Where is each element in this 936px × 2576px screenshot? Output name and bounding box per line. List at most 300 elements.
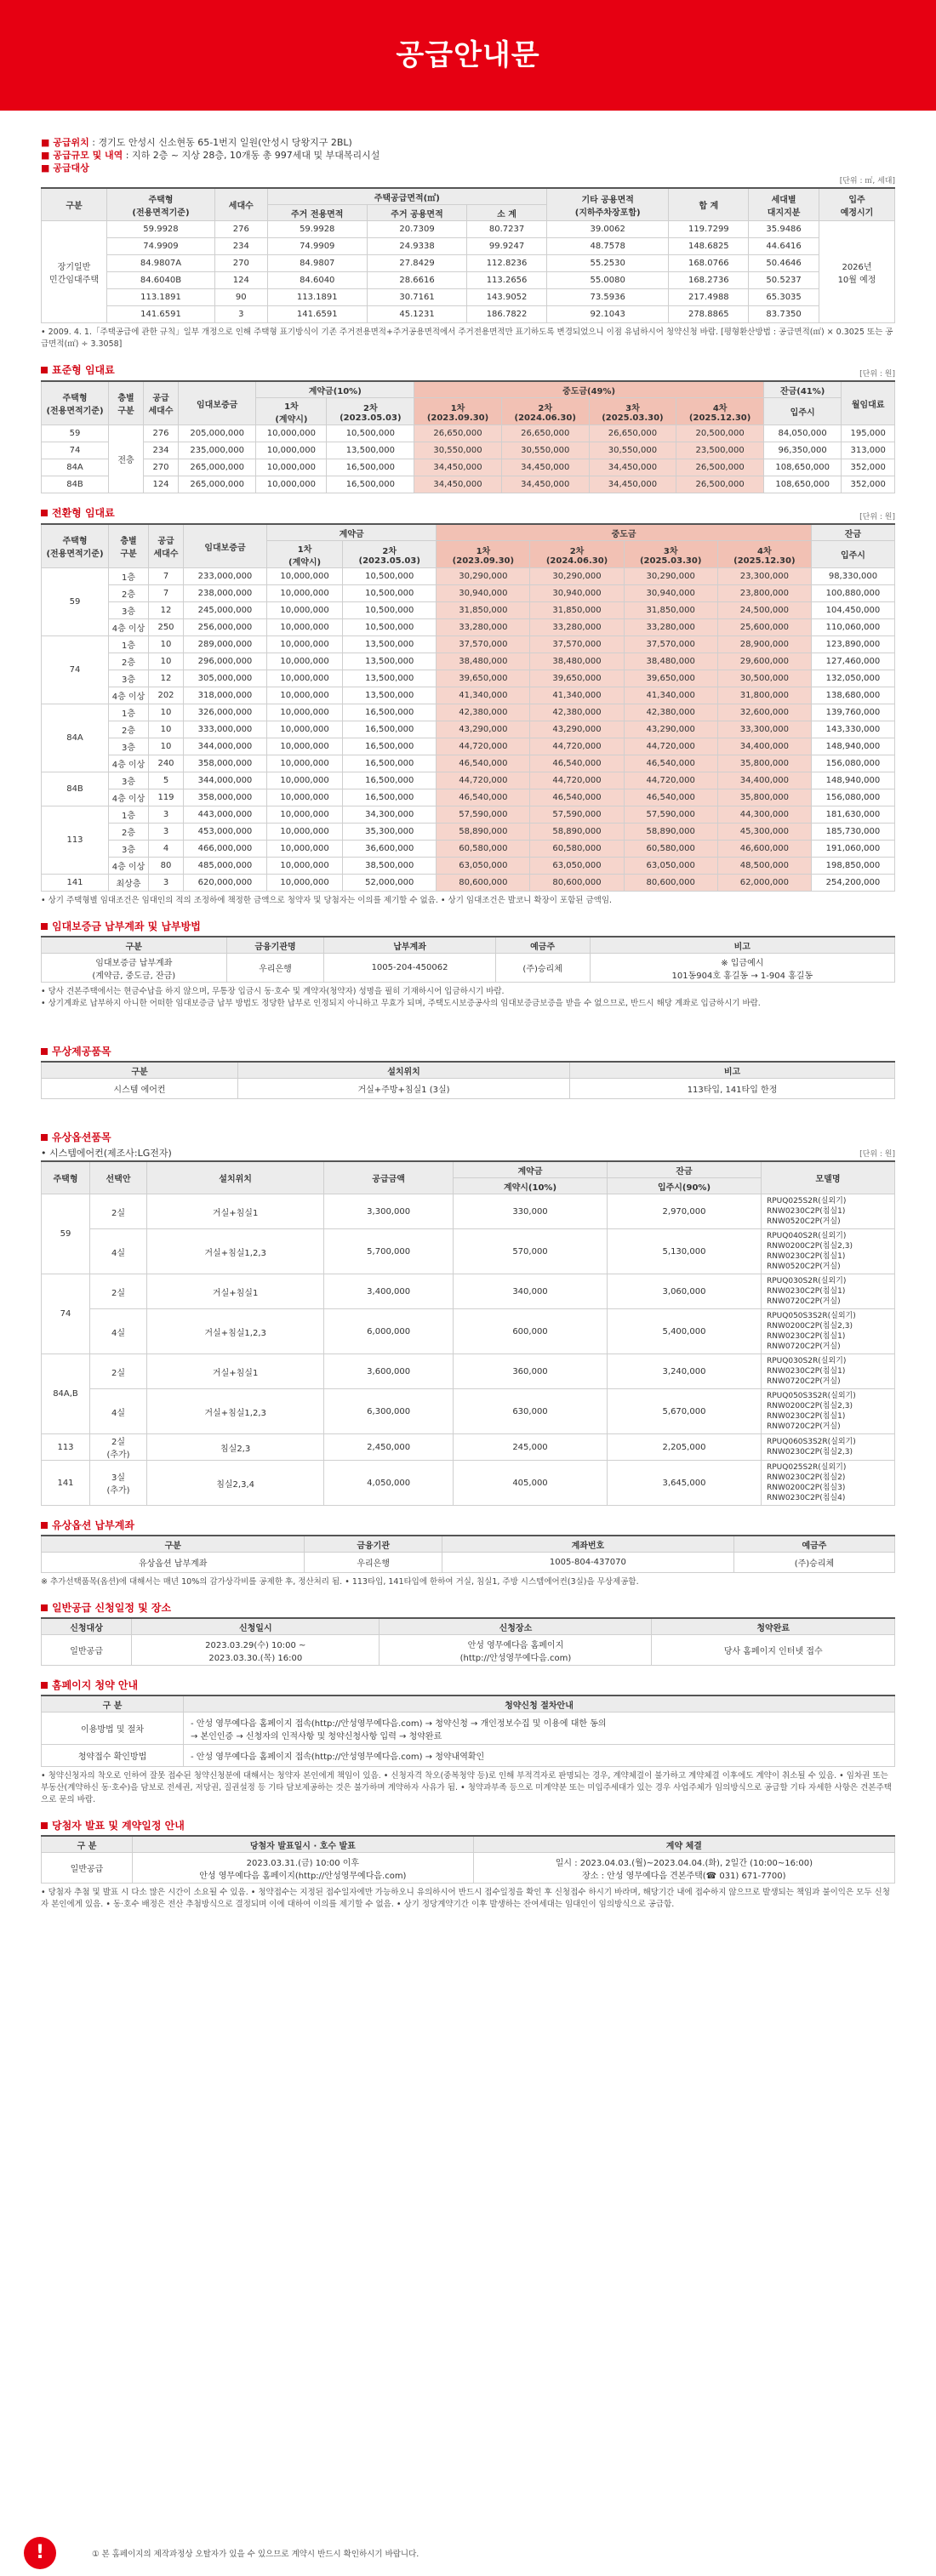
table-row xyxy=(42,1461,895,1506)
table-cell: 57,590,000 xyxy=(624,806,717,824)
sch-done: 당사 홈페이지 인터넷 접수 xyxy=(652,1635,895,1666)
standard-title: 표준형 임대료 xyxy=(41,362,895,377)
table-cell: 84,050,000 xyxy=(763,425,841,442)
table-cell: 138,680,000 xyxy=(811,687,894,704)
table-cell: 13,500,000 xyxy=(343,653,437,670)
table-cell: 3,600,000 xyxy=(324,1354,454,1389)
table-cell: 침실2,3,4 xyxy=(147,1461,324,1506)
th-remark: 비고 xyxy=(590,937,894,954)
table-row xyxy=(42,306,895,323)
th-account-type: 구분 xyxy=(42,937,227,954)
table-cell: 10,000,000 xyxy=(266,568,342,585)
table-cell: 32,600,000 xyxy=(717,704,811,721)
table-cell: 10,000,000 xyxy=(266,841,342,858)
table-cell: 148,940,000 xyxy=(811,738,894,755)
supply-table xyxy=(41,187,895,323)
table-cell: 26,650,000 xyxy=(414,425,502,442)
square-bullet-icon xyxy=(41,510,48,516)
table-cell: 3실 (추가) xyxy=(90,1461,147,1506)
table-cell: 43,290,000 xyxy=(437,721,530,738)
table-cell: 45,300,000 xyxy=(717,824,811,841)
table-cell: 148,940,000 xyxy=(811,772,894,789)
table-cell: 4,050,000 xyxy=(324,1461,454,1506)
table-cell: 42,380,000 xyxy=(624,704,717,721)
table-cell: 10,000,000 xyxy=(266,653,342,670)
th-middle: 중도금(49%) xyxy=(414,381,764,398)
table-cell: 43,290,000 xyxy=(530,721,624,738)
standard-wrap xyxy=(41,380,895,493)
free-remark: 113타입, 141타입 한정 xyxy=(570,1079,895,1099)
hp-row-text: - 안성 영무예다음 홈페이지 접속(http://안성영무예다음.com) → 청약내역확인 xyxy=(184,1745,895,1767)
th-m3: 3차 (2025.03.30) xyxy=(624,541,717,568)
table-cell: 39,650,000 xyxy=(530,670,624,687)
sch-date: 2023.03.29(수) 10:00 ~ 2023.03.30.(목) 16:00 xyxy=(132,1635,380,1666)
table-cell: 30,290,000 xyxy=(437,568,530,585)
table-cell: 44,720,000 xyxy=(530,738,624,755)
square-bullet-icon xyxy=(41,1822,48,1829)
sch-place: 안성 영무예다음 홈페이지 (http://안성영무예다음.com) xyxy=(380,1635,652,1666)
jeonse-body xyxy=(42,568,895,892)
th-oa-number: 계좌번호 xyxy=(442,1536,733,1553)
table-cell: 16,500,000 xyxy=(343,772,437,789)
table-cell: 41,340,000 xyxy=(624,687,717,704)
table-cell: 352,000 xyxy=(842,459,895,476)
table-cell: 45.1231 xyxy=(367,306,466,323)
th-other: 기타 공용면적 (지하주차장포함) xyxy=(546,188,669,221)
table-cell: 31,850,000 xyxy=(437,602,530,619)
table-cell: 39.0062 xyxy=(546,221,669,238)
table-cell: 84.9807 xyxy=(267,255,367,272)
table-cell: 119 xyxy=(149,789,184,806)
table-cell: 10,000,000 xyxy=(266,585,342,602)
square-bullet-icon xyxy=(41,367,48,373)
th-balance: 잔금 xyxy=(607,1161,761,1178)
table-cell: 38,480,000 xyxy=(437,653,530,670)
th-select: 선택안 xyxy=(90,1161,147,1194)
table-cell: 37,570,000 xyxy=(437,636,530,653)
table-cell: 10,000,000 xyxy=(266,670,342,687)
sch-target: 일반공급 xyxy=(42,1635,132,1666)
table-cell: 4층 이상 xyxy=(109,755,149,772)
th-households: 세대수 xyxy=(214,188,267,221)
table-cell: 20.7309 xyxy=(367,221,466,238)
table-cell: 46,540,000 xyxy=(530,755,624,772)
table-cell: 113 xyxy=(42,1434,90,1461)
table-cell: 전층 xyxy=(109,425,144,493)
th-m4: 4차 (2025.12.30) xyxy=(717,541,811,568)
th-total: 합 계 xyxy=(669,188,749,221)
homepage-table xyxy=(41,1695,895,1767)
th-contract: 계약금 xyxy=(266,524,436,541)
table-row xyxy=(42,687,895,704)
table-cell: 80,600,000 xyxy=(624,875,717,892)
th-move-in: 입주시 xyxy=(763,398,841,425)
table-cell: 50.5237 xyxy=(749,272,819,289)
table-cell: 13,500,000 xyxy=(343,670,437,687)
table-cell: 270 xyxy=(144,459,179,476)
table-cell: 1층 xyxy=(109,704,149,721)
table-cell: 39,650,000 xyxy=(624,670,717,687)
table-cell: 30,940,000 xyxy=(624,585,717,602)
square-bullet-icon xyxy=(41,923,48,930)
table-cell: 10 xyxy=(149,721,184,738)
th-win-contract: 계약 체결 xyxy=(473,1836,894,1853)
table-cell: 28,900,000 xyxy=(717,636,811,653)
table-cell: 2층 xyxy=(109,653,149,670)
table-cell: 124 xyxy=(214,272,267,289)
table-cell: 148.6825 xyxy=(669,238,749,255)
th-m2: 2차 (2024.06.30) xyxy=(501,398,589,425)
table-row xyxy=(42,824,895,841)
table-cell: 143,330,000 xyxy=(811,721,894,738)
th-supply: 공급 세대수 xyxy=(149,524,184,568)
table-cell: 12 xyxy=(149,670,184,687)
account-holder: (주)승리체 xyxy=(495,954,590,983)
table-cell: 344,000,000 xyxy=(184,738,267,755)
table-cell: 46,540,000 xyxy=(624,789,717,806)
win-type: 일반공급 xyxy=(42,1853,133,1884)
jeonse-table xyxy=(41,523,895,892)
jeonse-unit: [단위 : 원] xyxy=(859,513,895,521)
table-row xyxy=(42,255,895,272)
square-bullet-icon xyxy=(41,1134,48,1141)
th-c2: 2차 (2023.05.03) xyxy=(327,398,414,425)
table-cell: 330,000 xyxy=(454,1194,608,1229)
table-cell: 485,000,000 xyxy=(184,858,267,875)
table-cell: 거실+침실1,2,3 xyxy=(147,1309,324,1354)
table-cell: 3,300,000 xyxy=(324,1194,454,1229)
table-cell: 60,580,000 xyxy=(624,841,717,858)
table-cell: 2층 xyxy=(109,824,149,841)
table-row xyxy=(42,670,895,687)
table-cell: 630,000 xyxy=(454,1389,608,1434)
win-contract: 일시 : 2023.04.03.(월)~2023.04.04.(화), 2일간 (10:00~16:00) 장소 : 안성 영무예다음 견본주택(☎ 031) 671-7700) xyxy=(473,1853,894,1884)
table-row xyxy=(42,721,895,738)
table-cell: 80,600,000 xyxy=(437,875,530,892)
table-cell: 58,890,000 xyxy=(624,824,717,841)
table-row xyxy=(42,738,895,755)
table-cell: 3,240,000 xyxy=(607,1354,761,1389)
table-cell: 44,720,000 xyxy=(624,772,717,789)
table-cell: 80 xyxy=(149,858,184,875)
table-cell: 74 xyxy=(42,636,109,704)
table-cell: 217.4988 xyxy=(669,289,749,306)
th-sch-done: 청약완료 xyxy=(652,1618,895,1635)
table-cell: 62,000,000 xyxy=(717,875,811,892)
schedule-table xyxy=(41,1617,895,1666)
table-cell: 5,400,000 xyxy=(607,1309,761,1354)
table-cell: 10,000,000 xyxy=(266,602,342,619)
table-cell: 74 xyxy=(42,442,109,459)
free-type: 시스템 에어컨 xyxy=(42,1079,238,1099)
table-cell: 거실+침실1,2,3 xyxy=(147,1389,324,1434)
table-cell: 10,000,000 xyxy=(266,875,342,892)
table-cell: 31,850,000 xyxy=(530,602,624,619)
table-cell: 108,650,000 xyxy=(763,476,841,493)
th-bank: 금융기관명 xyxy=(226,937,324,954)
winner-title: 당첨자 발표 및 계약일정 안내 xyxy=(41,1818,895,1832)
table-cell: 358,000,000 xyxy=(184,789,267,806)
table-row xyxy=(42,772,895,789)
table-cell: 181,630,000 xyxy=(811,806,894,824)
table-cell: 3층 xyxy=(109,602,149,619)
table-cell: 1층 xyxy=(109,806,149,824)
account-number: 1005-204-450062 xyxy=(324,954,495,983)
table-cell: 13,500,000 xyxy=(343,636,437,653)
table-cell: 16,500,000 xyxy=(343,721,437,738)
table-cell: 100,880,000 xyxy=(811,585,894,602)
table-cell: 84A,B xyxy=(42,1354,90,1434)
table-cell: 5 xyxy=(149,772,184,789)
table-cell: 168.0766 xyxy=(669,255,749,272)
table-cell: 10,500,000 xyxy=(327,425,414,442)
table-row xyxy=(42,841,895,858)
table-cell: 43,290,000 xyxy=(624,721,717,738)
table-cell: 38,500,000 xyxy=(343,858,437,875)
table-cell: 84B xyxy=(42,772,109,806)
table-row xyxy=(42,636,895,653)
hp-row-label: 청약접수 확인방법 xyxy=(42,1745,184,1767)
table-row xyxy=(42,476,895,493)
th-contract: 계약금(10%) xyxy=(256,381,414,398)
table-cell: 3층 xyxy=(109,772,149,789)
table-cell: 84.9807A xyxy=(107,255,215,272)
table-cell: 168.2736 xyxy=(669,272,749,289)
table-cell: 10,000,000 xyxy=(266,704,342,721)
table-cell: 10,000,000 xyxy=(266,824,342,841)
table-cell: 10,500,000 xyxy=(343,568,437,585)
table-cell: 352,000 xyxy=(842,476,895,493)
scale-text: 지하 2층 ~ 지상 28층, 10개동 총 997세대 및 부대복리시설 xyxy=(131,150,380,161)
table-cell: 265,000,000 xyxy=(179,476,256,493)
table-cell: 3 xyxy=(149,806,184,824)
table-cell: 30,290,000 xyxy=(624,568,717,585)
table-cell: 30,290,000 xyxy=(530,568,624,585)
table-cell: 48.7578 xyxy=(546,238,669,255)
table-row xyxy=(42,875,895,892)
footer-text: ① 본 홈페이지의 제작과정상 오탈자가 있을 수 있으므로 계약시 반드시 확인하시기 바랍니다. xyxy=(92,2550,419,2559)
paid-option-body xyxy=(42,1194,895,1506)
table-row xyxy=(42,585,895,602)
paid-option-subtitle: • 시스템에어컨(제조사:LG전자) xyxy=(41,1148,172,1159)
table-cell: 33,280,000 xyxy=(437,619,530,636)
table-cell: 4실 xyxy=(90,1389,147,1434)
table-cell: 46,540,000 xyxy=(437,789,530,806)
alert-icon: ! xyxy=(24,2537,56,2569)
option-account-note: ※ 추가선택품목(옵션)에 대해서는 매년 10%의 감가상각비를 공제한 후, 정산처리 됨. • 113타입, 141타입에 한하여 거실, 침실1, 주방 시스템에어컨(3실)을 무상제공함. xyxy=(41,1577,639,1587)
table-cell: 46,600,000 xyxy=(717,841,811,858)
th-floor: 층별 구분 xyxy=(109,524,149,568)
table-cell: 443,000,000 xyxy=(184,806,267,824)
table-row xyxy=(42,653,895,670)
table-cell: 장기일반 민간임대주택 xyxy=(42,221,107,323)
table-row xyxy=(42,425,895,442)
table-cell: 265,000,000 xyxy=(179,459,256,476)
table-cell: 60,580,000 xyxy=(437,841,530,858)
table-cell: 5,130,000 xyxy=(607,1229,761,1274)
table-row xyxy=(42,858,895,875)
table-cell: 98,330,000 xyxy=(811,568,894,585)
table-cell: 124 xyxy=(144,476,179,493)
table-cell: 123,890,000 xyxy=(811,636,894,653)
table-cell: RPUQ025S2R(실외기) RNW0230C2P(침실2) RNW0200C2P(침실3) RNW0230C2P(침실4) xyxy=(762,1461,895,1506)
table-cell: 39,650,000 xyxy=(437,670,530,687)
location-text: 경기도 안성시 신소현동 65-1번지 일원(안성시 당왕지구 2BL) xyxy=(98,137,352,148)
oa-holder: (주)승리체 xyxy=(733,1553,894,1573)
table-cell: 2,970,000 xyxy=(607,1194,761,1229)
table-cell: 74 xyxy=(42,1274,90,1354)
table-cell: 141 xyxy=(42,1461,90,1506)
table-row xyxy=(42,442,895,459)
table-cell: 침실2,3 xyxy=(147,1434,324,1461)
table-cell: 52,000,000 xyxy=(343,875,437,892)
table-cell: 16,500,000 xyxy=(343,738,437,755)
table-cell: 3,060,000 xyxy=(607,1274,761,1309)
table-cell: 거실+침실1 xyxy=(147,1354,324,1389)
table-cell: 305,000,000 xyxy=(184,670,267,687)
table-cell: 31,800,000 xyxy=(717,687,811,704)
table-cell: 38,480,000 xyxy=(530,653,624,670)
option-account-title: 유상옵션 납부계좌 xyxy=(41,1518,895,1532)
table-cell: 6,000,000 xyxy=(324,1309,454,1354)
free-option-title: 무상제공품목 xyxy=(41,1044,895,1058)
th-middle: 중도금 xyxy=(437,524,812,541)
paid-option-title: 유상옵션품목 xyxy=(41,1130,895,1144)
table-cell: 59.9928 xyxy=(267,221,367,238)
supply-info xyxy=(41,136,895,174)
hp-row-text: - 안성 영무예다음 홈페이지 접속(http://안성영무예다음.com) → 청약신청 → 개인정보수집 및 이용에 대한 동의 → 본인인증 → 신청자의 인적사항 및 청약신청사항 입력 → 청약완료 xyxy=(184,1713,895,1745)
table-cell: 33,280,000 xyxy=(530,619,624,636)
table-cell: 2실 xyxy=(90,1354,147,1389)
table-cell: 10,000,000 xyxy=(266,755,342,772)
table-cell: 4층 이상 xyxy=(109,619,149,636)
table-cell: 205,000,000 xyxy=(179,425,256,442)
table-cell: 234 xyxy=(144,442,179,459)
table-row xyxy=(42,806,895,824)
table-cell: 59 xyxy=(42,568,109,636)
table-cell: 34,450,000 xyxy=(501,476,589,493)
table-cell: 10 xyxy=(149,738,184,755)
th-type: 주택형 (전용면적기준) xyxy=(42,524,109,568)
table-cell: RPUQ040S2R(실외기) RNW0200C2P(침실2,3) RNW0230C2P(침실1) RNW0520C2P(거실) xyxy=(762,1229,895,1274)
table-cell: 234 xyxy=(214,238,267,255)
table-cell: RPUQ050S3S2R(실외기) RNW0200C2P(침실2,3) RNW0230C2P(침실1) RNW0720C2P(거실) xyxy=(762,1309,895,1354)
table-cell: 13,500,000 xyxy=(343,687,437,704)
table-cell: 10,000,000 xyxy=(266,789,342,806)
table-cell: 358,000,000 xyxy=(184,755,267,772)
scale-line: ■ 공급규모 및 내역 : 지하 2층 ~ 지상 28층, 10개동 총 997세대 및 부대복리시설 xyxy=(41,150,380,161)
schedule-title: 일반공급 신청일정 및 장소 xyxy=(41,1600,895,1615)
content xyxy=(0,136,936,1911)
table-cell: 30,940,000 xyxy=(437,585,530,602)
oa-number: 1005-804-437070 xyxy=(442,1553,733,1573)
table-row xyxy=(42,755,895,772)
table-cell: 2026년 10월 예정 xyxy=(819,221,895,323)
th-hp-proc: 청약신청 절차안내 xyxy=(184,1695,895,1713)
table-cell: 10,000,000 xyxy=(266,636,342,653)
table-cell: 74.9909 xyxy=(267,238,367,255)
table-cell: 57,590,000 xyxy=(437,806,530,824)
table-cell: 90 xyxy=(214,289,267,306)
table-cell: 41,340,000 xyxy=(530,687,624,704)
table-cell: 3층 xyxy=(109,841,149,858)
table-cell: 30,500,000 xyxy=(717,670,811,687)
table-cell: 34,400,000 xyxy=(717,738,811,755)
table-cell: 63,050,000 xyxy=(530,858,624,875)
table-cell: 84B xyxy=(42,476,109,493)
account-remark: ※ 입금예시 101동904호 홍길동 → 1-904 홍길동 xyxy=(590,954,894,983)
table-cell: 13,500,000 xyxy=(327,442,414,459)
table-row xyxy=(42,1434,895,1461)
table-cell: 4실 xyxy=(90,1309,147,1354)
table-cell: 46,540,000 xyxy=(437,755,530,772)
homepage-title: 홈페이지 청약 안내 xyxy=(41,1678,895,1692)
table-cell: 65.3035 xyxy=(749,289,819,306)
table-cell: 10,000,000 xyxy=(256,476,327,493)
th-m2: 2차 (2024.06.30) xyxy=(530,541,624,568)
table-cell: 270 xyxy=(214,255,267,272)
table-row xyxy=(42,789,895,806)
table-cell: 20,500,000 xyxy=(676,425,764,442)
table-cell: 2층 xyxy=(109,721,149,738)
table-cell: 113.1891 xyxy=(107,289,215,306)
table-cell: 96,350,000 xyxy=(763,442,841,459)
table-cell: 4실 xyxy=(90,1229,147,1274)
table-cell: 195,000 xyxy=(842,425,895,442)
th-sch-date: 신청일시 xyxy=(132,1618,380,1635)
th-contract: 계약금 xyxy=(454,1161,608,1178)
table-cell: 289,000,000 xyxy=(184,636,267,653)
table-cell: 620,000,000 xyxy=(184,875,267,892)
table-cell: 16,500,000 xyxy=(343,755,437,772)
table-cell: 326,000,000 xyxy=(184,704,267,721)
table-cell: 143.9052 xyxy=(467,289,547,306)
table-cell: 10 xyxy=(149,653,184,670)
table-cell: 24.9338 xyxy=(367,238,466,255)
oa-type: 유상옵션 납부계좌 xyxy=(42,1553,305,1573)
table-cell: 59 xyxy=(42,425,109,442)
table-cell: 35,800,000 xyxy=(717,755,811,772)
table-cell: 10,500,000 xyxy=(343,602,437,619)
th-free-type: 구분 xyxy=(42,1062,238,1079)
win-date: 2023.03.31.(금) 10:00 이후 안성 영무예다음 홈페이지(http://안성영무예다음.com) xyxy=(133,1853,474,1884)
table-cell: 2실 xyxy=(90,1194,147,1229)
table-cell: 24,500,000 xyxy=(717,602,811,619)
table-cell: 10,000,000 xyxy=(266,858,342,875)
table-cell: 60,580,000 xyxy=(530,841,624,858)
table-cell: 84A xyxy=(42,704,109,772)
th-oa-holder: 예금주 xyxy=(733,1536,894,1553)
page-header xyxy=(0,0,936,111)
table-cell: 3층 xyxy=(109,670,149,687)
table-cell: 3 xyxy=(214,306,267,323)
th-account-no: 납부계좌 xyxy=(324,937,495,954)
table-cell: 44,300,000 xyxy=(717,806,811,824)
table-cell: 185,730,000 xyxy=(811,824,894,841)
table-cell: 44,720,000 xyxy=(530,772,624,789)
th-area-group: 주택공급면적(㎡) xyxy=(267,188,546,205)
table-cell: 41,340,000 xyxy=(437,687,530,704)
table-cell: 48,500,000 xyxy=(717,858,811,875)
table-cell: 10,000,000 xyxy=(266,687,342,704)
supply-unit: [단위 : ㎡, 세대] xyxy=(839,177,895,185)
table-cell: 거실+침실1,2,3 xyxy=(147,1229,324,1274)
table-cell: 10,000,000 xyxy=(266,806,342,824)
table-cell: RPUQ050S3S2R(실외기) RNW0200C2P(침실2,3) RNW0230C2P(침실1) RNW0720C2P(거실) xyxy=(762,1389,895,1434)
target-line: ■ 공급대상 xyxy=(41,162,89,174)
table-cell: 7 xyxy=(149,585,184,602)
th-price: 공급금액 xyxy=(324,1161,454,1194)
